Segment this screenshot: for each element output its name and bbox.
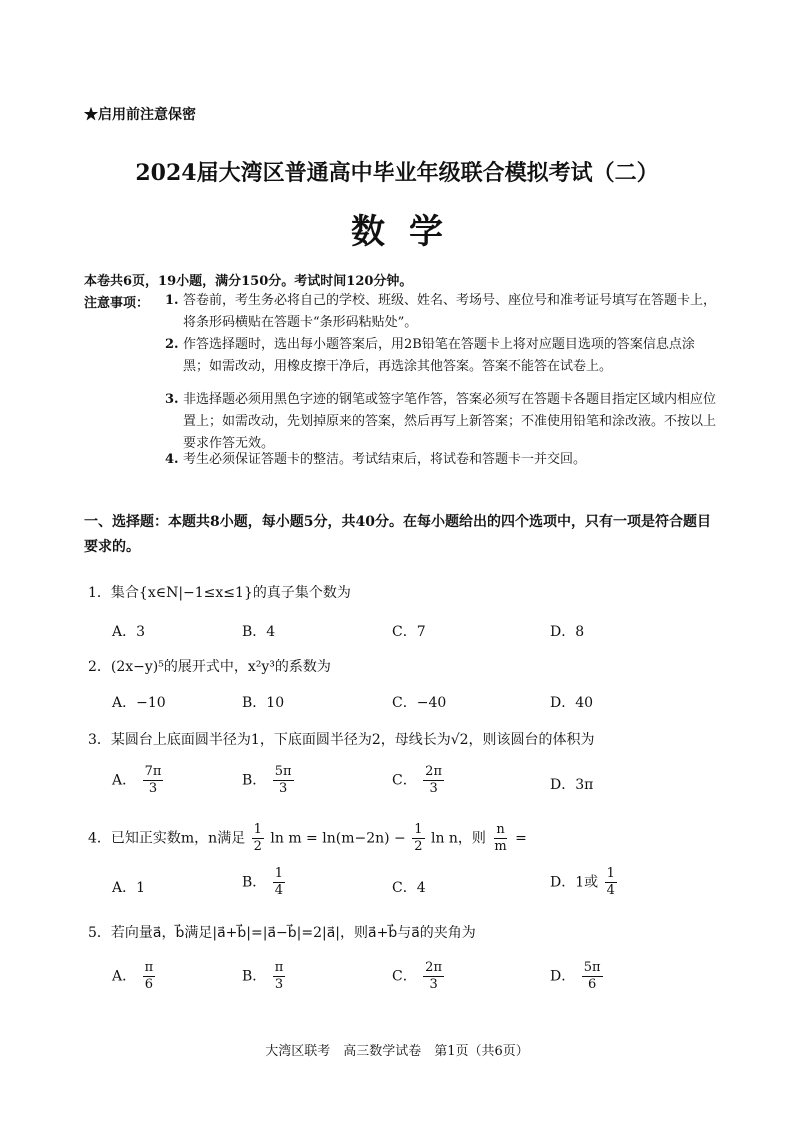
stem-text: ln n，则 [430,830,486,847]
note-number: 4. [165,452,179,467]
option-label: D．1或 [550,874,599,891]
q4-option-c: C．4 [392,880,426,896]
option-label: C． [392,968,417,985]
option-label: C． [392,772,417,789]
numerator: n [496,822,505,837]
stem-text: ln m = ln(m−2n) − [270,830,406,847]
numerator: 7π [144,764,162,779]
denominator: 4 [606,883,615,898]
q5-option-a [112,960,157,993]
q1-option-a: A．3 [112,624,146,640]
denominator: m [494,839,507,854]
q4-option-d [550,866,619,899]
numerator: 5π [274,764,292,779]
fraction [492,822,508,855]
note-item [165,290,720,334]
q1-option-d: D．8 [550,624,585,640]
numerator: 1 [414,822,423,837]
q3-option-a [112,764,165,797]
denominator: 3 [429,977,438,992]
confidential-label: ★启用前注意保密 [84,107,196,123]
denominator: 2 [414,839,423,854]
q2-option-d: D．40 [550,695,594,711]
question-5-stem: 5．若向量a⃗，b⃗满足|a⃗+b⃗|=|a⃗−b⃗|=2|a⃗|，则a⃗+b⃗与a⃗的夹角为 [88,925,476,941]
q4-option-a: A．1 [112,880,146,896]
q4-option-b [242,866,287,899]
fraction [143,960,156,993]
fraction [605,866,617,899]
note-item [165,334,720,378]
option-label: A． [112,772,137,789]
option-label: B． [242,874,267,891]
numerator: 1 [253,822,262,837]
fraction [143,764,164,797]
q5-option-b [242,960,287,993]
subject-title: 数学 [351,212,467,252]
question-3-stem: 3．某圆台上底面圆半径为1，下底面圆半径为2，母线长为√2，则该圆台的体积为 [88,732,595,748]
denominator: 6 [587,977,597,992]
fraction [273,764,294,797]
denominator: 3 [274,977,284,992]
numerator: 2π [425,764,442,779]
numerator: π [144,960,154,975]
numerator: 5π [583,960,601,975]
fraction [273,960,286,993]
notes-label: 注意事项： [84,296,150,311]
note-number: 2. [165,337,179,352]
q3-option-b [242,764,296,797]
q2-option-b: B．10 [242,695,285,711]
q1-option-c: C．7 [392,624,426,640]
denominator: 2 [253,839,262,854]
q3-option-d: D．3π [550,777,594,793]
q1-option-b: B．4 [242,624,276,640]
stem-text: = [515,830,527,847]
fraction [273,866,285,899]
fraction [423,960,444,993]
note-text: 答卷前，考生务必将自己的学校、班级、姓名、考场号、座位号和准考证号填写在答题卡上，将条形码横贴在答题卡“条形码粘贴处”。 [183,293,717,330]
option-label: D． [550,968,576,985]
option-label: B． [242,772,267,789]
note-text: 非选择题必须用黑色字迹的钢笔或签字笔作答，答案必须写在答题卡各题目指定区域内相应位置上；如需改动，先划掉原来的答案，然后再写上新答案；不准使用铅笔和涂改液。不按以上要求作答无效。 [183,392,717,451]
numerator: π [274,960,284,975]
fraction [412,822,424,855]
question-4-stem [88,822,527,855]
page-footer: 大湾区联考 高三数学试卷 第1页（共6页） [265,1044,529,1059]
note-text: 作答选择题时，选出每小题答案后，用2B铅笔在答题卡上将对应题目选项的答案信息点涂黑；如需改动，用橡皮擦干净后，再选涂其他答案。答案不能答在试卷上。 [183,337,695,374]
numerator: 1 [274,866,284,881]
q5-option-d [550,960,605,993]
question-2-stem: 2．(2x−y)⁵的展开式中，x²y³的系数为 [88,659,331,675]
note-text: 考生必须保证答题卡的整洁。考试结束后，将试卷和答题卡一并交回。 [183,452,587,467]
denominator: 6 [144,977,153,992]
note-item [165,389,720,455]
note-number: 1. [165,293,179,308]
numerator: 1 [606,866,615,881]
exam-title: 2024届大湾区普通高中毕业年级联合模拟考试（二） [135,160,659,186]
option-label: B． [242,968,267,985]
stem-text: 4．已知正实数m，n满足 [88,830,246,847]
denominator: 3 [148,781,158,796]
section-heading: 一、选择题：本题共8小题，每小题5分，共40分。在每小题给出的四个选项中，只有一项是符合题目要求的。 [84,514,711,555]
denominator: 4 [274,883,284,898]
denominator: 3 [429,781,438,796]
q2-option-c: C．−40 [392,695,447,711]
q5-option-c [392,960,446,993]
q3-option-c [392,764,446,797]
note-number: 3. [165,392,179,407]
exam-meta: 本卷共6页，19小题，满分150分。考试时间120分钟。 [84,274,413,289]
numerator: 2π [425,960,442,975]
fraction [423,764,444,797]
q2-option-a: A．−10 [112,695,166,711]
option-label: A． [112,968,137,985]
fraction [582,960,603,993]
note-item [165,449,720,471]
denominator: 3 [279,781,288,796]
fraction [252,822,264,855]
question-1-stem: 1．集合{x∈N|−1≤x≤1}的真子集个数为 [88,585,351,601]
